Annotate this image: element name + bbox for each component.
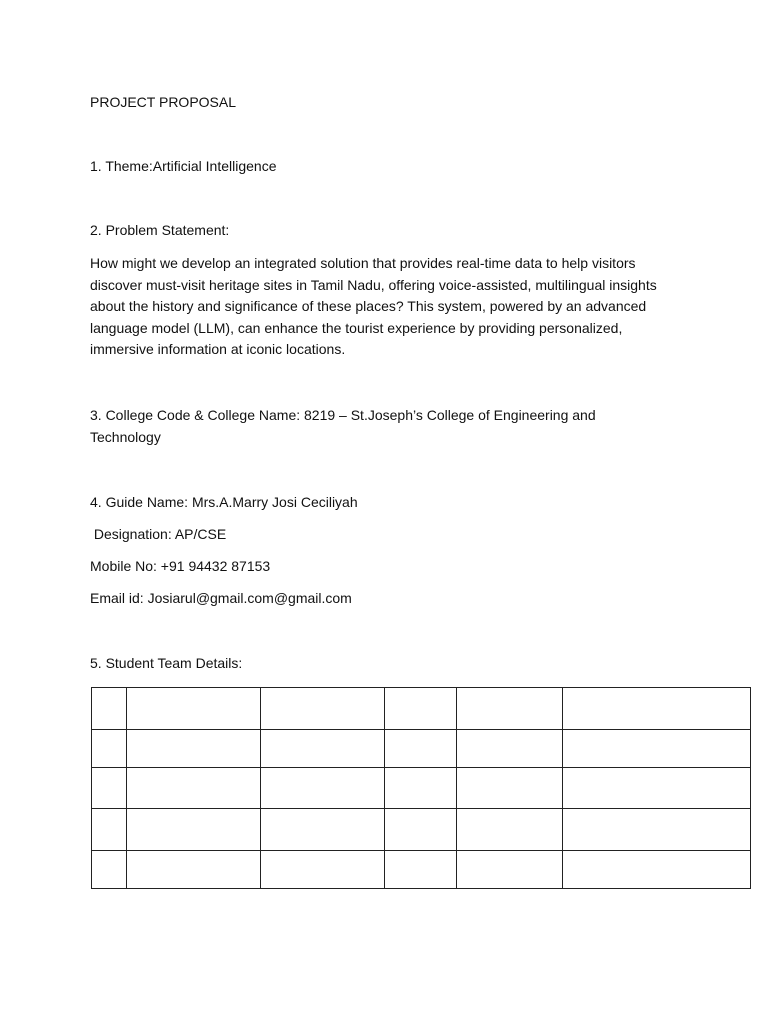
table-cell <box>563 730 751 768</box>
college-line: 3. College Code & College Name: 8219 – St.Joseph’s College of Engineering and Technology <box>90 407 596 445</box>
guide-email: Email id: Josiarul@gmail.com@gmail.com <box>90 590 352 606</box>
table-cell <box>457 730 563 768</box>
table-cell <box>457 688 563 730</box>
guide-name: 4. Guide Name: Mrs.A.Marry Josi Ceciliyah <box>90 494 358 510</box>
guide-mobile: Mobile No: +91 94432 87153 <box>90 558 271 574</box>
table-row <box>92 688 751 730</box>
problem-statement-text: How might we develop an integrated solution that provides real-time data to help visitors discover must-visit heritage sites in Tamil Nadu, offering voice-assisted, multilingual insights about the history and significance of these places? This system, powered by an advanced language model (LLM), can enhance the tourist experience by providing personalized, immersive information at iconic locations. <box>90 255 657 357</box>
table-cell <box>457 851 563 889</box>
table-cell <box>261 730 385 768</box>
table-cell <box>127 768 261 809</box>
table-cell <box>457 809 563 851</box>
table-cell <box>385 688 457 730</box>
table-row <box>92 768 751 809</box>
table-cell <box>92 768 127 809</box>
table-cell <box>127 688 261 730</box>
problem-statement-heading: 2. Problem Statement: <box>90 222 230 238</box>
table-cell <box>385 768 457 809</box>
table-cell <box>563 851 751 889</box>
table-cell <box>261 809 385 851</box>
table-cell <box>385 730 457 768</box>
table-cell <box>261 851 385 889</box>
table-row <box>92 809 751 851</box>
table-cell <box>563 768 751 809</box>
table-cell <box>261 688 385 730</box>
table-cell <box>92 730 127 768</box>
table-cell <box>563 688 751 730</box>
theme-line: 1. Theme:Artificial Intelligence <box>90 158 277 174</box>
table-row <box>92 730 751 768</box>
table-row <box>92 851 751 889</box>
table-cell <box>385 809 457 851</box>
table-cell <box>127 851 261 889</box>
document-title: PROJECT PROPOSAL <box>90 94 237 110</box>
table-cell <box>385 851 457 889</box>
table-cell <box>92 809 127 851</box>
guide-designation: Designation: AP/CSE <box>90 526 227 542</box>
student-team-heading: 5. Student Team Details: <box>90 655 243 671</box>
student-team-table <box>91 687 751 889</box>
table-cell <box>457 768 563 809</box>
table-cell <box>92 851 127 889</box>
table-cell <box>127 809 261 851</box>
table-cell <box>563 809 751 851</box>
table-cell <box>127 730 261 768</box>
table-cell <box>92 688 127 730</box>
table-cell <box>261 768 385 809</box>
